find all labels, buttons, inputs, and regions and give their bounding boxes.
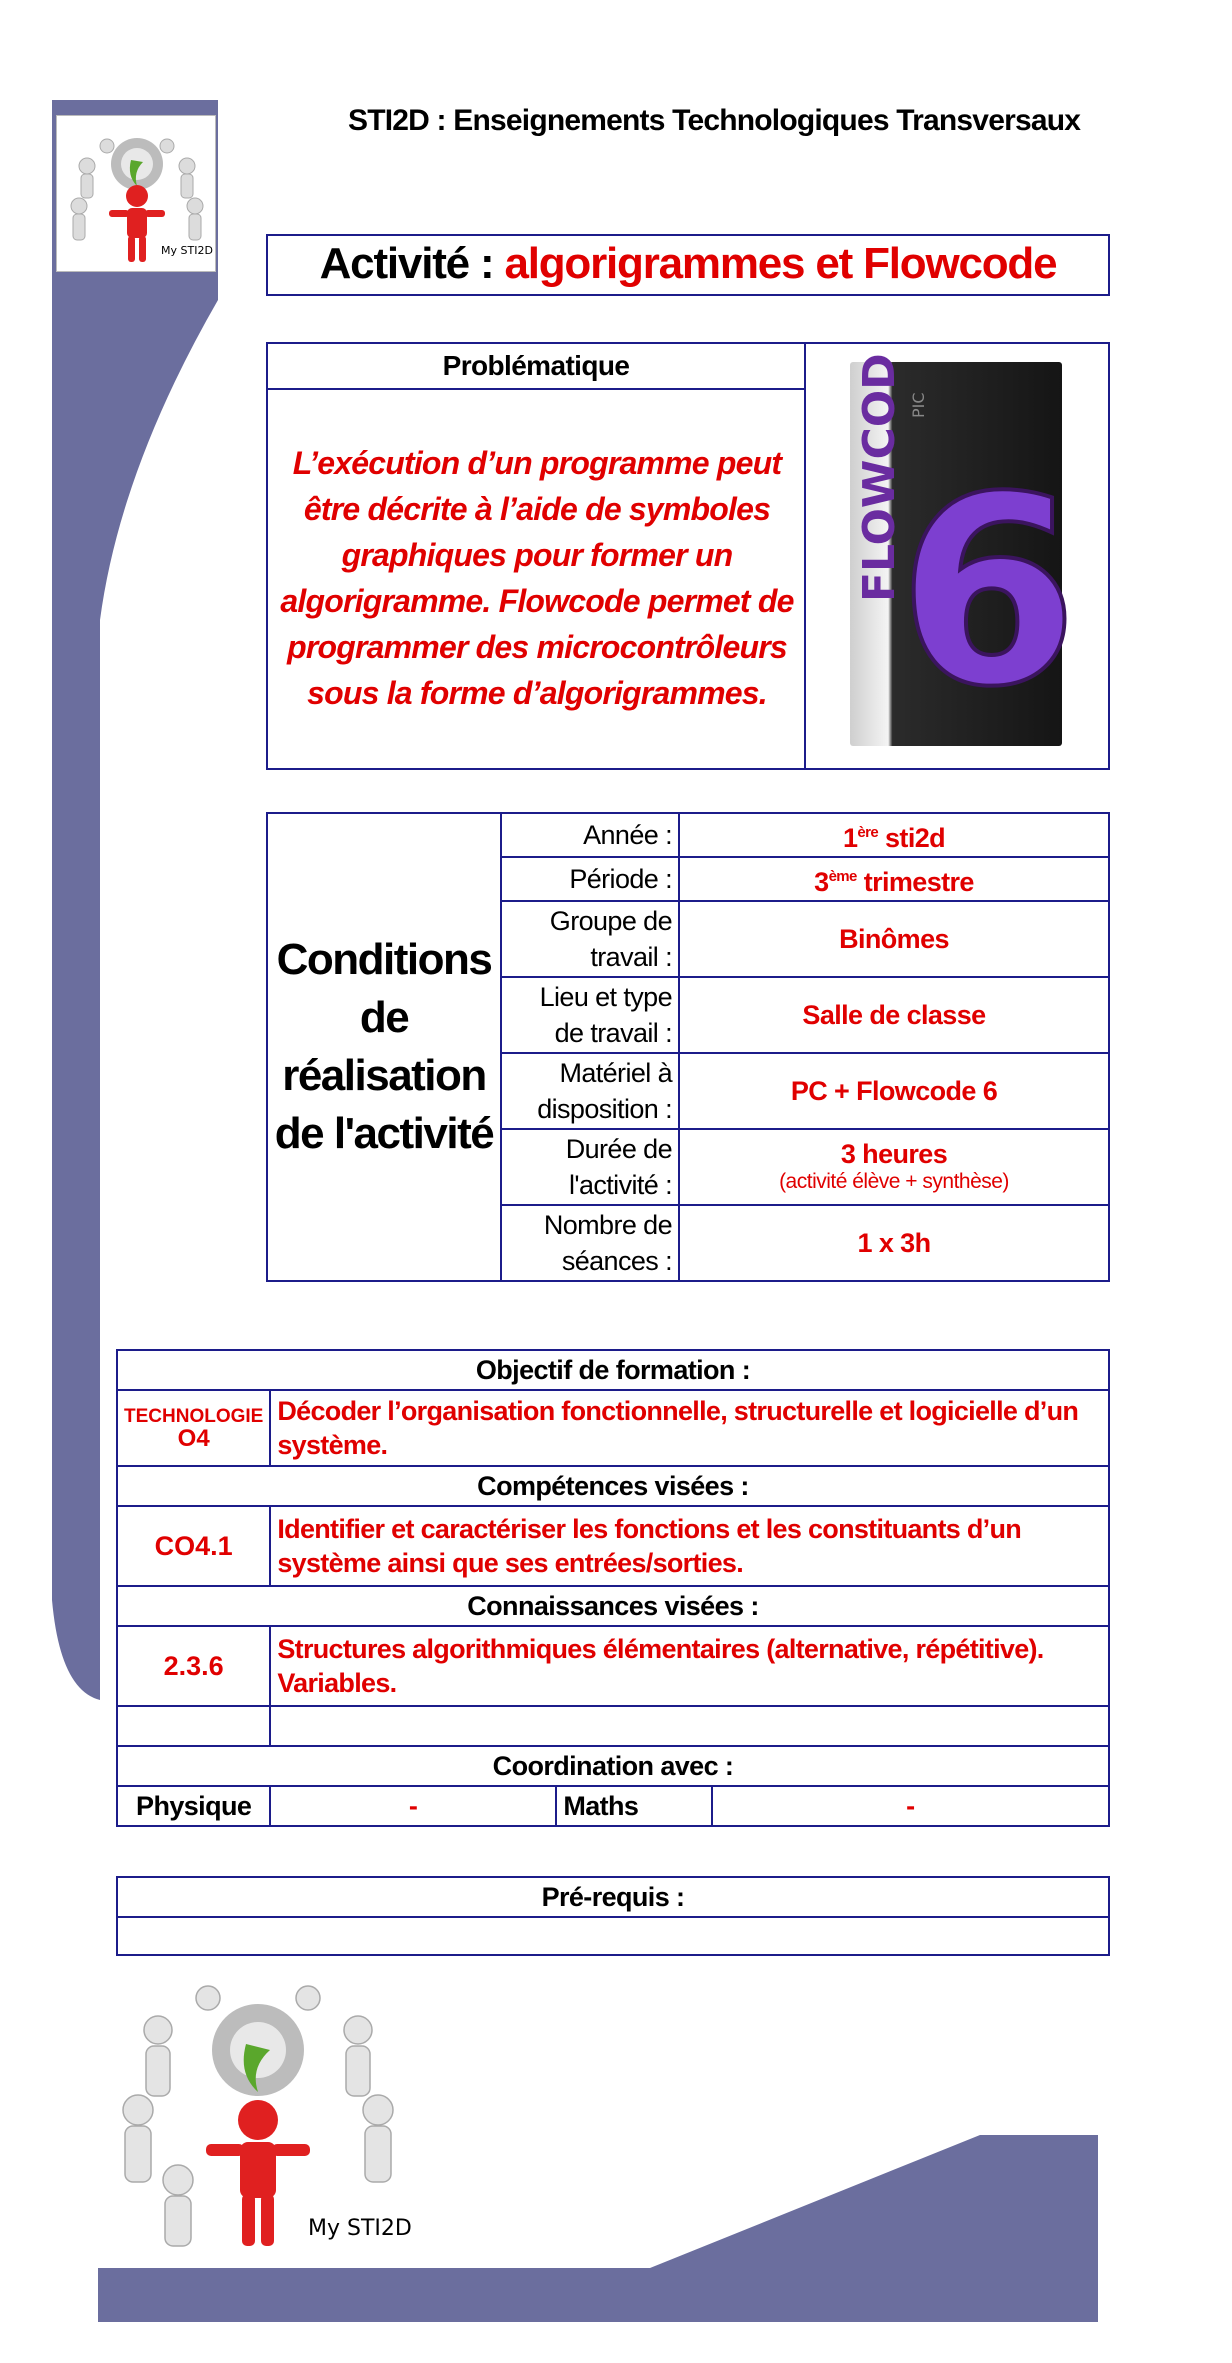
conditions-value (679, 1129, 1109, 1205)
objectifs-table (116, 1349, 1110, 1827)
coordination-heading: Coordination avec : (117, 1746, 1109, 1786)
problematique-divider (804, 344, 806, 768)
conditions-label: Durée de l'activité : (501, 1129, 679, 1205)
conditions-heading: Conditions de réalisation de l'activité (267, 813, 501, 1281)
objectif-heading-row (117, 1350, 1109, 1390)
conditions-value (679, 1205, 1109, 1281)
maths-value: - (712, 1786, 1109, 1826)
conditions-value-main: 3 (814, 866, 829, 897)
conditions-label: Année : (501, 813, 679, 857)
prerequis-table (116, 1876, 1110, 1956)
flowcode-tag-text: PIC (909, 392, 928, 418)
conditions-value (679, 857, 1109, 901)
objectif-row (117, 1390, 1109, 1466)
objectif-code-line2: O4 (177, 1425, 210, 1452)
conditions-label: Matériel à disposition : (501, 1053, 679, 1129)
conditions-value-rest: trimestre (856, 866, 974, 897)
flowcode-box-art (838, 352, 1078, 756)
conditions-value-main: 1 x 3h (857, 1228, 931, 1258)
coordination-row (117, 1786, 1109, 1826)
footer-logo-caption: My STI2D (308, 2216, 412, 2241)
conditions-value-main: 1 (842, 822, 858, 853)
problematique-box (266, 342, 1110, 770)
objectif-code (117, 1390, 270, 1466)
flowcode-box-image (838, 352, 1078, 756)
maths-label: Maths (556, 1786, 712, 1826)
conditions-value (679, 813, 1109, 857)
problematique-text: L’exécution d’un programme peut être décrite à l’aide de symboles graphiques pour former un algorigramme. Flowcode permet de programmer des microcontrôleurs sous la forme d’algorigrammes. (280, 445, 794, 711)
physique-value: - (270, 1786, 556, 1826)
conditions-row (267, 813, 1109, 857)
problematique-heading: Problématique (268, 344, 806, 390)
conditions-value-main: Salle de classe (802, 1000, 986, 1030)
competence-code: CO4.1 (117, 1506, 270, 1586)
empty-cell (117, 1706, 270, 1746)
conditions-table (266, 812, 1110, 1282)
activity-title-prefix: Activité : (319, 239, 505, 288)
empty-cell-wide (270, 1706, 1109, 1746)
prerequis-content-row (117, 1917, 1109, 1955)
empty-row (117, 1706, 1109, 1746)
conditions-label: Période : (501, 857, 679, 901)
footer-logo (98, 1970, 414, 2268)
conditions-value-note: (activité élève + synthèse) (779, 1170, 1009, 1193)
conditions-label: Lieu et type de travail : (501, 977, 679, 1053)
competences-heading: Compétences visées : (117, 1466, 1109, 1506)
conditions-value (679, 977, 1109, 1053)
prerequis-heading: Pré-requis : (117, 1877, 1109, 1917)
activity-title-box (266, 234, 1110, 296)
competence-row (117, 1506, 1109, 1586)
conditions-value (679, 1053, 1109, 1129)
competences-heading-row (117, 1466, 1109, 1506)
header-logo (56, 115, 216, 272)
connaissance-code: 2.3.6 (117, 1626, 270, 1706)
connaissances-heading-row (117, 1586, 1109, 1626)
conditions-value-main: Binômes (839, 924, 949, 954)
flowcode-version-text: 6 (897, 442, 1078, 744)
conditions-label: Nombre de séances : (501, 1205, 679, 1281)
objectif-text: Décoder l’organisation fonctionnelle, structurelle et logicielle d’un système. (270, 1390, 1109, 1466)
connaissances-heading: Connaissances visées : (117, 1586, 1109, 1626)
competence-text: Identifier et caractériser les fonctions et les constituants d’un système ainsi que ses entrées/sorties. (270, 1506, 1109, 1586)
page-header-title: STI2D : Enseignements Technologiques Transversaux (348, 104, 1081, 137)
conditions-value-main: 3 heures (840, 1139, 948, 1169)
flowcode-brand-text: FLOWCODE (854, 352, 905, 602)
objectif-heading: Objectif de formation : (117, 1350, 1109, 1390)
coordination-heading-row (117, 1746, 1109, 1786)
activity-title-name: algorigrammes et Flowcode (504, 239, 1057, 288)
objectif-code-line1: TECHNOLOGIE (124, 1406, 264, 1427)
prerequis-heading-row (117, 1877, 1109, 1917)
header-logo-caption: My STI2D (161, 244, 213, 257)
conditions-value (679, 901, 1109, 977)
physique-label: Physique (117, 1786, 270, 1826)
conditions-label: Groupe de travail : (501, 901, 679, 977)
conditions-value-rest: sti2d (878, 822, 946, 853)
conditions-value-sup: ème (828, 867, 857, 885)
connaissance-text: Structures algorithmiques élémentaires (alternative, répétitive). Variables. (270, 1626, 1109, 1706)
conditions-value-sup: ère (857, 823, 879, 841)
conditions-value-main: PC + Flowcode 6 (790, 1076, 998, 1106)
connaissance-row (117, 1626, 1109, 1706)
prerequis-content (117, 1917, 1109, 1955)
